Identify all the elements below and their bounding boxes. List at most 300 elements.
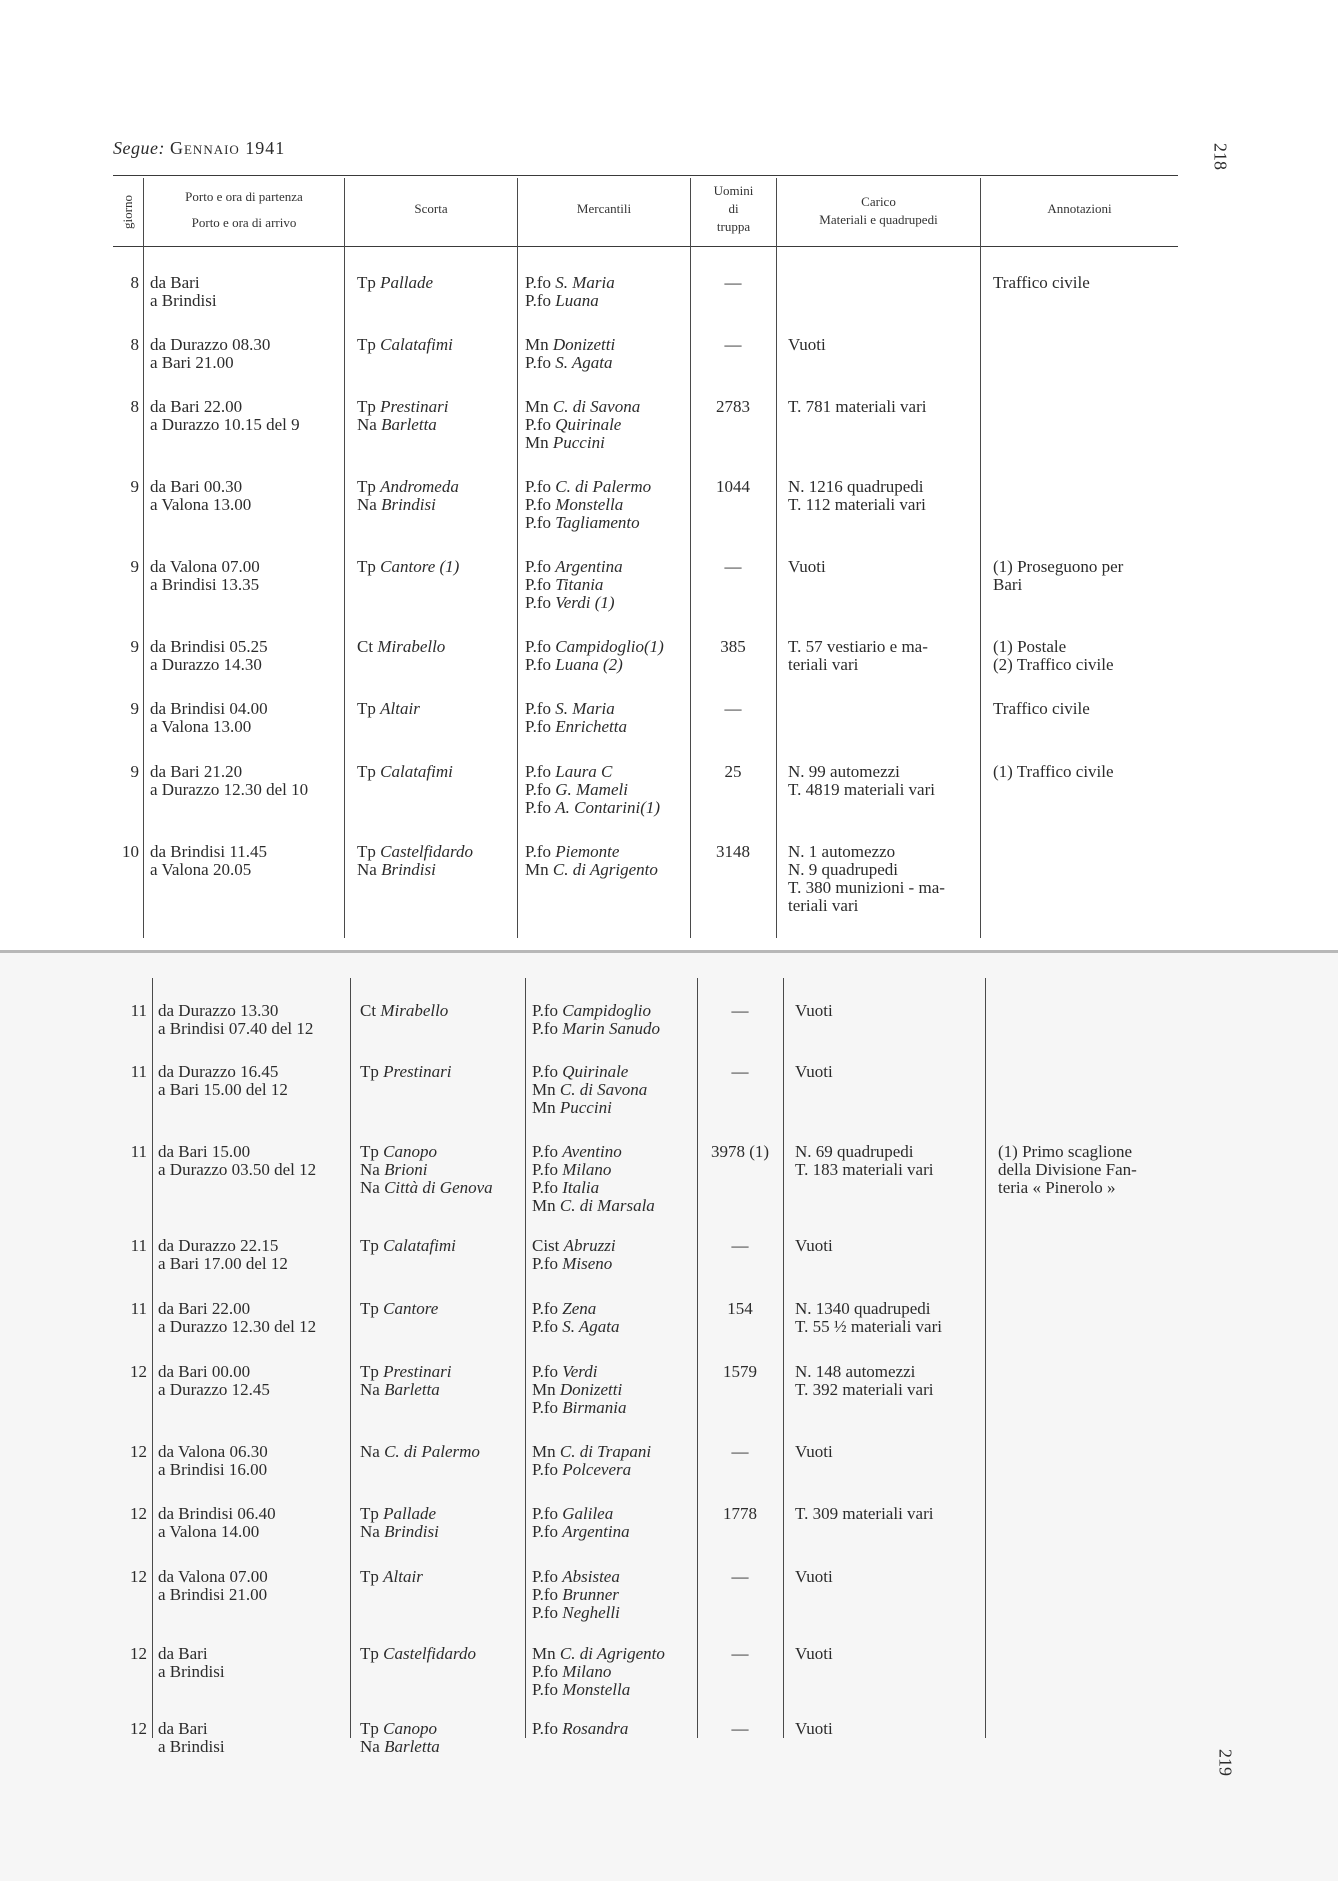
unit-name: Argentina [562, 1522, 630, 1541]
unit-type: P.fo [525, 575, 556, 594]
scorta-line [360, 1161, 428, 1179]
mercantili-line [525, 843, 619, 861]
row-day: 9 [130, 699, 139, 718]
porto-line: da Durazzo 08.30 [150, 335, 271, 354]
unit-name: Italia [562, 1178, 600, 1197]
unit-name: Polcevera [562, 1460, 632, 1479]
carico-line: T. 392 materiali vari [795, 1380, 934, 1399]
unit-name: Monstella [562, 1680, 631, 1699]
row-uomini: — [731, 1062, 749, 1081]
unit-name: Luana (2) [555, 655, 623, 674]
row-day: 9 [130, 762, 139, 781]
mercantili-line [532, 1197, 655, 1215]
unit-type: P.fo [532, 1680, 563, 1699]
carico-line: Vuoti [788, 557, 826, 576]
carico-line: teriali vari [788, 896, 859, 915]
col-header-uomini-2: di [728, 201, 739, 216]
porto-line: da Bari 22.00 [158, 1299, 251, 1318]
unit-type: Tp [360, 1644, 384, 1663]
porto-line: da Bari 00.00 [158, 1362, 251, 1381]
row-uomini: — [731, 1236, 749, 1255]
col-header-porto-arrivo: Porto e ora di arrivo [191, 215, 297, 230]
row-uomini: 1778 [723, 1504, 757, 1523]
porto-line: da Bari [150, 273, 200, 292]
row-uomini: 1044 [716, 477, 750, 496]
mercantili-line [532, 1255, 612, 1273]
unit-type: P.fo [532, 1504, 563, 1523]
mercantili-line [525, 558, 623, 576]
porto-line: a Durazzo 14.30 [150, 655, 262, 674]
unit-type: P.fo [525, 637, 556, 656]
mercantili-line [532, 1318, 620, 1336]
scorta-line [360, 1720, 437, 1738]
porto-line: a Brindisi 13.35 [150, 575, 260, 594]
unit-type: Tp [360, 1299, 384, 1318]
col-header-giorno: giorno [120, 195, 135, 229]
porto-line: da Valona 06.30 [158, 1442, 268, 1461]
unit-type: Tp [360, 1719, 384, 1738]
unit-name: Barletta [381, 415, 437, 434]
row-uomini: — [731, 1719, 749, 1738]
unit-name: Calatafimi [380, 762, 453, 781]
mercantili-line [525, 496, 623, 514]
row-uomini: 3148 [716, 842, 750, 861]
mercantili-line [525, 781, 628, 799]
porto-line: da Bari 00.30 [150, 477, 243, 496]
unit-type: Mn [532, 1080, 560, 1099]
scorta-line [360, 1179, 493, 1197]
unit-type: Mn [525, 433, 553, 452]
unit-type: Tp [357, 397, 381, 416]
carico-line: Vuoti [795, 1062, 833, 1081]
unit-name: Canopo [383, 1719, 437, 1738]
col-header-scorta: Scorta [414, 201, 448, 216]
scorta-line [360, 1505, 436, 1523]
unit-name: Altair [380, 699, 420, 718]
col-header-mercantili: Mercantili [576, 201, 632, 216]
unit-type: Tp [360, 1062, 384, 1081]
unit-type: P.fo [532, 1062, 563, 1081]
mercantili-line [532, 1020, 660, 1038]
unit-name: Barletta [384, 1737, 440, 1756]
porto-line: da Durazzo 16.45 [158, 1062, 279, 1081]
unit-name: Brindisi [381, 495, 436, 514]
mercantili-line [525, 718, 627, 736]
porto-line: a Valona 13.00 [150, 717, 252, 736]
porto-line: da Bari [158, 1644, 208, 1663]
unit-type: Tp [357, 557, 381, 576]
unit-name: Calatafimi [380, 335, 453, 354]
mercantili-line [525, 416, 621, 434]
mercantili-line [532, 1523, 630, 1541]
scorta-line [360, 1523, 439, 1541]
scorta-line [357, 558, 459, 576]
porto-line: a Durazzo 03.50 del 12 [158, 1160, 317, 1179]
carico-line: Vuoti [788, 335, 826, 354]
row-day: 8 [130, 397, 139, 416]
unit-type: P.fo [525, 842, 556, 861]
unit-type: Mn [532, 1442, 560, 1461]
unit-type: P.fo [532, 1460, 563, 1479]
unit-name: C. di Palermo [555, 477, 652, 496]
porto-line: da Brindisi 11.45 [150, 842, 267, 861]
row-day: 12 [130, 1567, 147, 1586]
carico-line: N. 148 automezzi [795, 1362, 916, 1381]
scorta-line [360, 1645, 476, 1663]
row-uomini: 25 [724, 762, 742, 781]
unit-type: Na [357, 495, 382, 514]
row-uomini: — [731, 1644, 749, 1663]
mercantili-line [532, 1681, 630, 1699]
carico-line: Vuoti [795, 1567, 833, 1586]
month-label: Gennaio 1941 [169, 138, 286, 158]
porto-line: a Brindisi [150, 291, 217, 310]
unit-name: Calatafimi [383, 1236, 456, 1255]
unit-name: Enrichetta [555, 717, 627, 736]
unit-type: P.fo [525, 291, 556, 310]
unit-type: P.fo [525, 717, 556, 736]
porto-line: a Durazzo 12.30 del 12 [158, 1317, 317, 1336]
unit-type: P.fo [532, 1662, 563, 1681]
unit-name: Donizetti [559, 1380, 623, 1399]
unit-name: Puccini [552, 433, 605, 452]
unit-name: Castelfidardo [383, 1644, 477, 1663]
unit-type: P.fo [532, 1178, 563, 1197]
unit-name: Barletta [384, 1380, 440, 1399]
unit-name: S. Maria [555, 699, 615, 718]
row-day: 11 [130, 1062, 147, 1081]
note-line: Bari [993, 575, 1023, 594]
scorta-line [357, 398, 448, 416]
unit-type: P.fo [525, 513, 556, 532]
unit-type: P.fo [532, 1522, 563, 1541]
col-header-uomini-1: Uomini [713, 183, 754, 198]
unit-name: Andromeda [380, 477, 459, 496]
col-header-carico-1: Carico [861, 194, 896, 209]
row-day: 12 [130, 1442, 147, 1461]
row-uomini: — [724, 557, 742, 576]
unit-name: Altair [383, 1567, 423, 1586]
carico-line: T. 183 materiali vari [795, 1160, 934, 1179]
unit-name: Cantore [383, 1299, 439, 1318]
mercantili-line [525, 478, 651, 496]
row-uomini: — [731, 1442, 749, 1461]
unit-name: Canopo [383, 1142, 437, 1161]
page-number-left: 218 [1210, 143, 1231, 170]
unit-type: P.fo [525, 353, 556, 372]
unit-name: Cantore (1) [380, 557, 460, 576]
porto-line: a Durazzo 12.30 del 10 [150, 780, 309, 799]
carico-line: Vuoti [795, 1001, 833, 1020]
carico-line: T. 4819 materiali vari [788, 780, 935, 799]
unit-type: Na [360, 1737, 385, 1756]
unit-type: Na [360, 1178, 385, 1197]
mercantili-line [525, 861, 658, 879]
unit-name: C. di Palermo [384, 1442, 480, 1461]
unit-type: P.fo [532, 1317, 563, 1336]
unit-type: P.fo [525, 557, 556, 576]
scorta-line [360, 1300, 438, 1318]
note-line: Traffico civile [993, 273, 1090, 292]
unit-type: Na [357, 415, 382, 434]
mercantili-line [525, 434, 605, 452]
mercantili-line [532, 1663, 611, 1681]
porto-line: da Brindisi 05.25 [150, 637, 268, 656]
unit-name: Verdi (1) [555, 593, 615, 612]
unit-type: P.fo [525, 477, 556, 496]
unit-name: C. di Marsala [559, 1196, 655, 1215]
unit-type: Na [360, 1442, 385, 1461]
unit-type: P.fo [525, 273, 556, 292]
porto-line: da Bari [158, 1719, 208, 1738]
unit-name: Aventino [562, 1142, 622, 1161]
row-day: 8 [130, 335, 139, 354]
row-uomini: 154 [727, 1299, 753, 1318]
unit-type: Mn [525, 335, 553, 354]
unit-type: P.fo [532, 1160, 563, 1179]
carico-line: N. 69 quadrupedi [795, 1142, 914, 1161]
scorta-line [360, 1443, 480, 1461]
carico-line: T. 781 materiali vari [788, 397, 927, 416]
mercantili-line [525, 638, 664, 656]
col-header-annotazioni: Annotazioni [1047, 201, 1112, 216]
unit-type: P.fo [525, 593, 556, 612]
unit-name: Neghelli [562, 1603, 620, 1622]
unit-type: Na [360, 1522, 385, 1541]
unit-name: Donizetti [552, 335, 616, 354]
row-day: 12 [130, 1504, 147, 1523]
unit-name: Prestinari [383, 1362, 452, 1381]
carico-line: T. 112 materiali vari [788, 495, 926, 514]
row-day: 10 [122, 842, 139, 861]
unit-type: P.fo [525, 699, 556, 718]
scorta-line [357, 638, 445, 656]
scorta-line [357, 416, 437, 434]
mercantili-line [525, 576, 603, 594]
unit-name: Quirinale [555, 415, 622, 434]
note-line: (2) Traffico civile [993, 655, 1114, 674]
note-line: Traffico civile [993, 699, 1090, 718]
mercantili-line [532, 1143, 622, 1161]
mercantili-line [525, 336, 615, 354]
mercantili-line [532, 1720, 628, 1738]
porto-line: a Durazzo 10.15 del 9 [150, 415, 300, 434]
carico-line: N. 9 quadrupedi [788, 860, 899, 879]
unit-name: Luana [555, 291, 599, 310]
unit-name: S. Agata [555, 353, 613, 372]
unit-name: Pallade [380, 273, 434, 292]
mercantili-line [525, 763, 612, 781]
row-day: 8 [130, 273, 139, 292]
scorta-line [357, 700, 420, 718]
unit-name: C. di Savona [559, 1080, 648, 1099]
unit-type: Tp [360, 1236, 384, 1255]
mercantili-line [532, 1443, 651, 1461]
page-number-right: 219 [1215, 1749, 1236, 1776]
unit-type: Tp [360, 1504, 384, 1523]
porto-line: a Valona 13.00 [150, 495, 252, 514]
unit-type: P.fo [532, 1585, 563, 1604]
note-line: (1) Primo scaglione [998, 1142, 1133, 1161]
unit-name: Zena [562, 1299, 597, 1318]
carico-line: T. 309 materiali vari [795, 1504, 934, 1523]
row-uomini: 385 [720, 637, 746, 656]
running-head [113, 138, 285, 159]
unit-name: Prestinari [383, 1062, 452, 1081]
scorta-line [360, 1002, 448, 1020]
unit-type: P.fo [532, 1142, 563, 1161]
unit-name: C. di Savona [552, 397, 641, 416]
unit-type: Mn [532, 1196, 560, 1215]
porto-line: da Brindisi 06.40 [158, 1504, 276, 1523]
unit-name: S. Agata [562, 1317, 620, 1336]
unit-name: Verdi [562, 1362, 598, 1381]
carico-line: Vuoti [795, 1442, 833, 1461]
segue-label: Segue: [113, 138, 165, 158]
row-day: 11 [130, 1142, 147, 1161]
scorta-line [357, 274, 433, 292]
mercantili-line [525, 656, 623, 674]
mercantili-line [532, 1063, 628, 1081]
porto-line: da Valona 07.00 [158, 1567, 268, 1586]
scorta-line [357, 478, 459, 496]
unit-type: P.fo [532, 1719, 563, 1738]
note-line: (1) Postale [993, 637, 1067, 656]
mercantili-line [532, 1505, 613, 1523]
unit-type: Mn [532, 1644, 560, 1663]
unit-type: P.fo [525, 415, 556, 434]
unit-type: Cist [532, 1236, 564, 1255]
carico-line: T. 55 ½ materiali vari [795, 1317, 942, 1336]
porto-line: da Durazzo 22.15 [158, 1236, 279, 1255]
unit-name: Brunner [562, 1585, 619, 1604]
unit-name: Puccini [559, 1098, 612, 1117]
scorta-line [360, 1738, 440, 1756]
unit-type: Tp [357, 335, 381, 354]
row-uomini: — [724, 335, 742, 354]
unit-type: P.fo [532, 1398, 563, 1417]
row-day: 11 [130, 1236, 147, 1255]
porto-line: a Valona 20.05 [150, 860, 252, 879]
carico-line: T. 380 munizioni - ma- [788, 878, 945, 897]
porto-line: da Brindisi 04.00 [150, 699, 268, 718]
mercantili-line [532, 1099, 612, 1117]
scorta-line [357, 763, 453, 781]
unit-type: P.fo [525, 762, 556, 781]
note-line: teria « Pinerolo » [998, 1178, 1116, 1197]
scorta-line [360, 1237, 456, 1255]
scorta-line [357, 336, 453, 354]
scorta-line [360, 1381, 440, 1399]
carico-line: N. 1340 quadrupedi [795, 1299, 931, 1318]
page-fold [0, 950, 1338, 953]
unit-type: P.fo [532, 1019, 563, 1038]
unit-name: C. di Agrigento [552, 860, 658, 879]
unit-name: Titania [555, 575, 604, 594]
unit-name: Abruzzi [563, 1236, 616, 1255]
unit-name: Campidoglio [562, 1001, 652, 1020]
unit-type: P.fo [532, 1567, 563, 1586]
porto-line: a Brindisi 07.40 del 12 [158, 1019, 314, 1038]
col-header-porto-partenza: Porto e ora di partenza [185, 189, 303, 204]
note-line: della Divisione Fan- [998, 1160, 1137, 1179]
unit-name: Mirabello [380, 1001, 449, 1020]
unit-type: Tp [357, 699, 381, 718]
unit-name: Campidoglio(1) [555, 637, 664, 656]
porto-line: a Brindisi [158, 1662, 225, 1681]
unit-name: Rosandra [562, 1719, 629, 1738]
carico-line: T. 57 vestiario e ma- [788, 637, 928, 656]
row-day: 9 [130, 477, 139, 496]
porto-line: a Durazzo 12.45 [158, 1380, 270, 1399]
row-day: 9 [130, 557, 139, 576]
mercantili-line [525, 292, 599, 310]
col-header-uomini-3: truppa [716, 219, 751, 234]
unit-name: Mirabello [377, 637, 446, 656]
mercantili-line [525, 274, 615, 292]
unit-type: P.fo [532, 1299, 563, 1318]
mercantili-line [525, 700, 615, 718]
unit-name: Città di Genova [384, 1178, 493, 1197]
unit-type: Tp [360, 1567, 384, 1586]
unit-name: Milano [562, 1662, 612, 1681]
porto-line: a Bari 15.00 del 12 [158, 1080, 288, 1099]
carico-line: Vuoti [795, 1719, 833, 1738]
mercantili-line [525, 354, 613, 372]
unit-name: Laura C [555, 762, 613, 781]
mercantili-line [532, 1002, 651, 1020]
mercantili-line [532, 1237, 616, 1255]
carico-line: Vuoti [795, 1644, 833, 1663]
unit-name: Tagliamento [555, 513, 640, 532]
row-day: 12 [130, 1362, 147, 1381]
row-day: 9 [130, 637, 139, 656]
unit-name: Brindisi [381, 860, 436, 879]
mercantili-line [532, 1363, 598, 1381]
mercantili-line [532, 1081, 647, 1099]
unit-name: Piemonte [555, 842, 620, 861]
unit-name: Miseno [562, 1254, 613, 1273]
carico-line: N. 1 automezzo [788, 842, 896, 861]
porto-line: a Valona 14.00 [158, 1522, 260, 1541]
unit-type: P.fo [532, 1603, 563, 1622]
unit-name: Castelfidardo [380, 842, 474, 861]
note-line: (1) Proseguono per [993, 557, 1124, 576]
unit-name: Brindisi [384, 1522, 439, 1541]
scorta-line [360, 1063, 451, 1081]
unit-type: Na [360, 1160, 385, 1179]
mercantili-line [532, 1399, 626, 1417]
unit-type: Mn [525, 397, 553, 416]
unit-type: Tp [357, 273, 381, 292]
unit-type: Na [360, 1380, 385, 1399]
unit-name: Absistea [562, 1567, 620, 1586]
porto-line: da Bari 22.00 [150, 397, 243, 416]
mercantili-line [525, 398, 640, 416]
porto-line: da Valona 07.00 [150, 557, 260, 576]
mercantili-line [532, 1300, 596, 1318]
unit-type: Mn [525, 860, 553, 879]
scorta-line [360, 1363, 451, 1381]
row-day: 12 [130, 1644, 147, 1663]
unit-name: Galilea [562, 1504, 614, 1523]
row-uomini: 3978 (1) [710, 1142, 770, 1161]
porto-line: a Brindisi 16.00 [158, 1460, 268, 1479]
unit-name: S. Maria [555, 273, 615, 292]
unit-name: A. Contarini(1) [555, 798, 661, 817]
row-day: 12 [130, 1719, 147, 1738]
row-uomini: — [724, 273, 742, 292]
